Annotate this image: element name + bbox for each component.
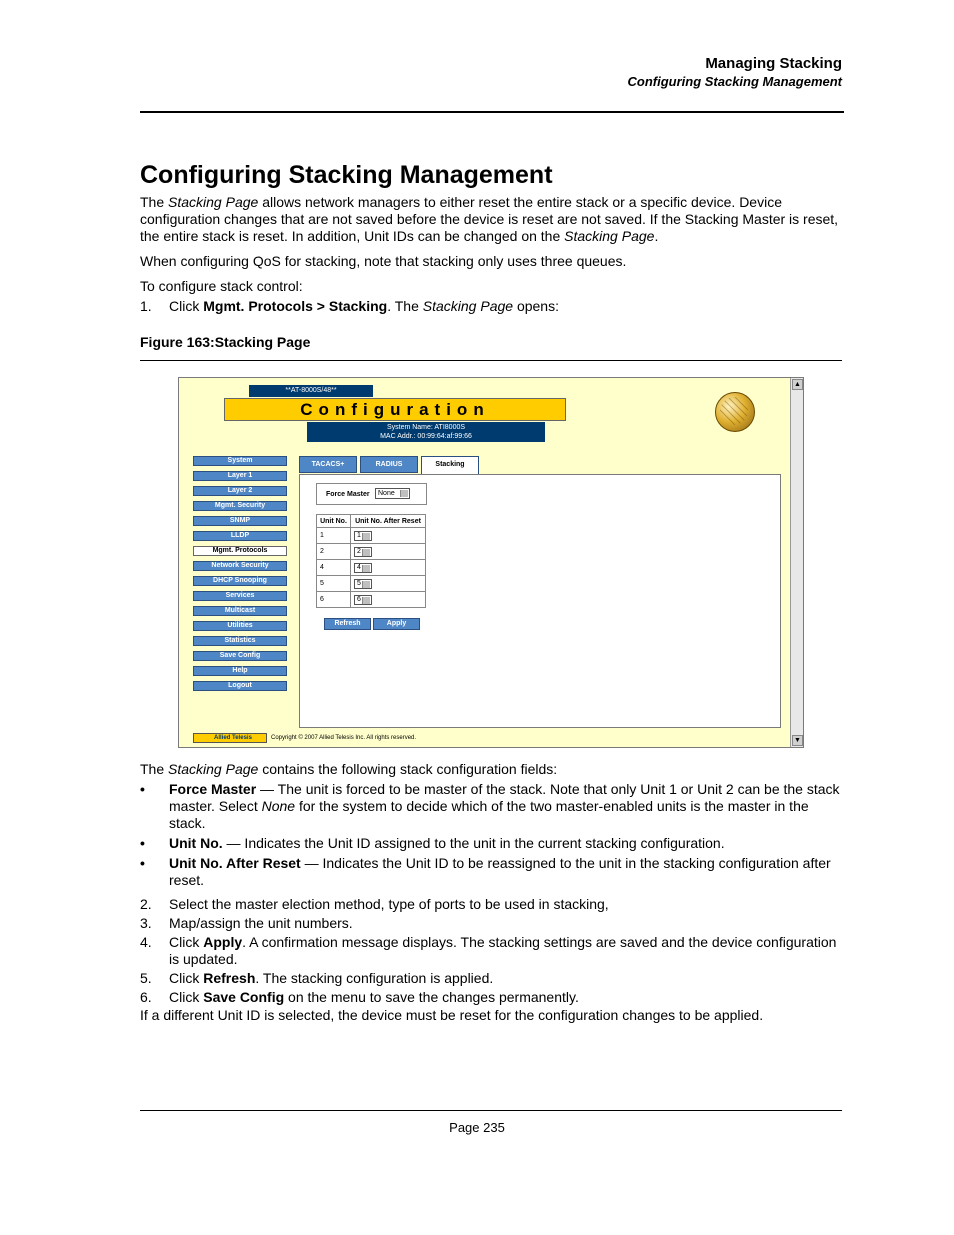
list-item: 6. Click Save Config on the menu to save the changes permanently. <box>140 989 579 1005</box>
stacking-page-screenshot <box>178 377 804 748</box>
allied-telesis-logo: Allied Telesis <box>193 733 267 743</box>
menu-system[interactable]: System <box>193 456 287 466</box>
unit-no-cell: 5 <box>317 576 351 592</box>
vertical-scrollbar[interactable] <box>790 378 803 747</box>
unit-no-header: Unit No. <box>317 515 351 528</box>
configuration-banner: Configuration <box>224 398 566 421</box>
menu-logout[interactable]: Logout <box>193 681 287 691</box>
procedure-steps <box>140 896 844 1008</box>
step-1: 1. Click Mgmt. Protocols > Stacking. The Stacking Page opens: <box>140 298 559 314</box>
list-item: 2. Select the master election method, type of ports to be used in stacking, <box>140 896 609 912</box>
device-model-label: **AT-8000S/48** <box>249 385 373 397</box>
menu-dhcp-snooping[interactable]: DHCP Snooping <box>193 576 287 586</box>
page-number: Page 235 <box>449 1120 505 1135</box>
figure-caption: Figure 163:Stacking Page <box>140 334 311 350</box>
apply-button[interactable]: Apply <box>373 618 420 630</box>
menu-save-config[interactable]: Save Config <box>193 651 287 661</box>
table-row <box>317 560 426 576</box>
running-header-section: Configuring Stacking Management <box>627 74 842 89</box>
table-row <box>317 592 426 608</box>
list-item: 4. Click Apply. A confirmation message displays. The stacking settings are saved and the device configuration is updated. <box>140 934 837 967</box>
unit-no-cell: 2 <box>317 544 351 560</box>
unit-after-reset-select[interactable]: 4 <box>354 563 372 573</box>
menu-lldp[interactable]: LLDP <box>193 531 287 541</box>
unit-after-reset-select[interactable]: 2 <box>354 547 372 557</box>
footer-rule <box>140 1110 842 1111</box>
unit-no-cell: 1 <box>317 528 351 544</box>
list-item: • Unit No. After Reset — Indicates the Unit ID to be reassigned to the unit in the stacking configuration after reset. <box>140 855 844 889</box>
page-title: Configuring Stacking Management <box>140 161 553 189</box>
list-item: 5. Click Refresh. The stacking configuration is applied. <box>140 970 494 986</box>
unit-after-reset-select[interactable]: 1 <box>354 531 372 541</box>
tab-stacking[interactable]: Stacking <box>421 456 479 475</box>
force-master-label: Force Master <box>326 491 370 498</box>
copyright-notice: Copyright © 2007 Allied Telesis Inc. All rights reserved. <box>271 735 417 741</box>
list-item: • Force Master — The unit is forced to be master of the stack. Note that only Unit 1 or Unit 2 can be the stack master. Select None for the system to decide which of the two master-enabled units is the master in the stack. <box>140 781 844 832</box>
refresh-button[interactable]: Refresh <box>324 618 371 630</box>
menu-snmp[interactable]: SNMP <box>193 516 287 526</box>
scroll-up-icon[interactable]: ▲ <box>792 379 803 390</box>
globe-icon <box>715 392 755 432</box>
menu-statistics[interactable]: Statistics <box>193 636 287 646</box>
force-master-select[interactable]: None <box>375 488 410 499</box>
menu-network-security[interactable]: Network Security <box>193 561 287 571</box>
tab-tacacs[interactable]: TACACS+ <box>299 456 357 473</box>
unit-after-reset-header: Unit No. After Reset <box>351 515 426 528</box>
header-rule <box>140 111 844 113</box>
unit-after-reset-select[interactable]: 6 <box>354 595 372 605</box>
force-master-group <box>316 483 427 505</box>
fields-intro: The Stacking Page contains the following stack configuration fields: <box>140 761 558 777</box>
tab-radius[interactable]: RADIUS <box>360 456 418 473</box>
table-row <box>317 528 426 544</box>
running-header-chapter: Managing Stacking <box>705 55 842 72</box>
menu-layer-2[interactable]: Layer 2 <box>193 486 287 496</box>
unit-no-cell: 4 <box>317 560 351 576</box>
menu-layer-1[interactable]: Layer 1 <box>193 471 287 481</box>
intro-paragraph: The Stacking Page allows network managers to either reset the entire stack or a specific device. Device configuration changes that are not saved before the device is reset are not saved. If the Stacking Master is reset, the entire stack is reset. In addition, Unit IDs can be changed on the Stacking Page. <box>140 194 839 244</box>
menu-mgmt-security[interactable]: Mgmt. Security <box>193 501 287 511</box>
menu-mgmt-protocols[interactable]: Mgmt. Protocols <box>193 546 287 556</box>
menu-multicast[interactable]: Multicast <box>193 606 287 616</box>
scroll-down-icon[interactable]: ▼ <box>792 735 803 746</box>
list-item: 3. Map/assign the unit numbers. <box>140 915 353 931</box>
field-list <box>140 781 844 892</box>
menu-help[interactable]: Help <box>193 666 287 676</box>
table-row <box>317 544 426 560</box>
unit-table <box>316 514 426 608</box>
unit-no-cell: 6 <box>317 592 351 608</box>
list-item: • Unit No. — Indicates the Unit ID assigned to the unit in the current stacking configuration. <box>140 835 844 852</box>
figure-rule <box>140 360 842 361</box>
system-info: System Name: ATI8000S MAC Addr.: 00:99:64:af:99:66 <box>307 422 545 442</box>
unit-after-reset-select[interactable]: 5 <box>354 579 372 589</box>
closing-note: If a different Unit ID is selected, the device must be reset for the configuration changes to be applied. <box>140 1007 764 1023</box>
table-row <box>317 576 426 592</box>
qos-note: When configuring QoS for stacking, note that stacking only uses three queues. <box>140 253 627 269</box>
procedure-intro: To configure stack control: <box>140 278 303 294</box>
menu-services[interactable]: Services <box>193 591 287 601</box>
menu-utilities[interactable]: Utilities <box>193 621 287 631</box>
